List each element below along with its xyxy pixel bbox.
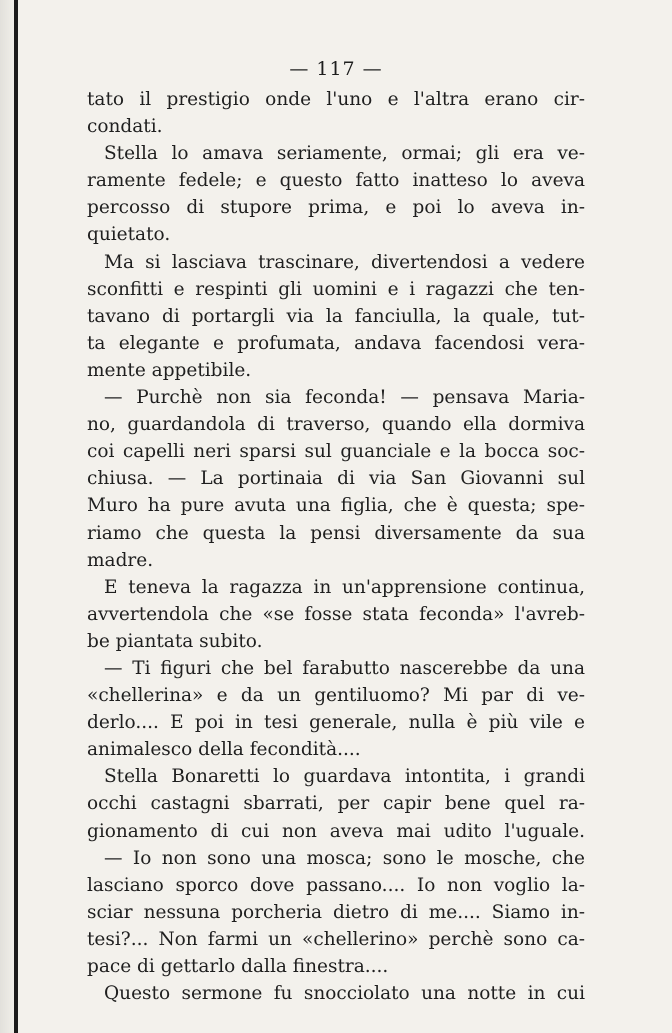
text-line: quietato. — [87, 224, 171, 246]
text-line: avvertendola che «se fosse stata feconda» l'avreb- — [87, 603, 585, 625]
text-line: — Io non sono una mosca; sono le mosche, che — [104, 847, 585, 869]
text-line: madre. — [87, 549, 154, 571]
text-line: tesi?... Non farmi un «chellerino» perchè sono ca- — [87, 928, 585, 950]
text-line: chiusa. — La portinaia di via San Giovanni sul — [87, 468, 585, 490]
text-line: pace di gettarlo dalla finestra.... — [87, 956, 389, 977]
text-line: Ma si lasciava trascinare, divertendosi a vedere — [104, 251, 585, 273]
text-line: tato il prestigio onde l'uno e l'altra erano cir- — [87, 89, 585, 110]
page-gutter-shadow — [0, 0, 14, 1033]
text-line: ramente fedele; e questo fatto inatteso lo aveva — [87, 170, 585, 192]
text-line: occhi castagni sbarrati, per capir bene quel ra- — [87, 793, 585, 815]
text-line: coi capelli neri sparsi sul guanciale e la bocca soc- — [87, 441, 585, 463]
text-line: ta elegante e profumata, andava facendosi vera- — [87, 332, 585, 354]
text-line: Muro ha pure avuta una figlia, che è questa; spe- — [87, 495, 585, 517]
text-line: — Ti figuri che bel farabutto nascerebbe da una — [104, 657, 585, 679]
text-line: percosso di stupore prima, e poi lo aveva in- — [87, 197, 585, 219]
text-line: E teneva la ragazza in un'apprensione continua, — [104, 576, 585, 598]
body-text — [87, 86, 585, 1007]
page-binding-edge — [14, 0, 18, 1033]
text-line: riamo che questa la pensi diversamente da sua — [87, 522, 585, 544]
page-number: — 117 — — [289, 58, 383, 80]
text-line: lasciano sporco dove passano.... Io non voglio la- — [87, 874, 585, 896]
text-line: gionamento di cui non aveva mai udito l'uguale. — [87, 820, 585, 842]
text-line: sconfitti e respinti gli uomini e i ragazzi che ten- — [87, 278, 585, 300]
text-line: Stella Bonaretti lo guardava intontita, i grandi — [104, 766, 585, 788]
text-line: Stella lo amava seriamente, ormai; gli era ve- — [104, 143, 585, 165]
text-line: mente appetibile. — [87, 359, 252, 381]
text-line: no, guardandola di traverso, quando ella dormiva — [87, 414, 585, 436]
text-line: be piantata subito. — [87, 630, 263, 652]
text-line: — Purchè non sia feconda! — pensava Maria- — [104, 387, 585, 409]
text-line: condati. — [87, 116, 163, 138]
text-line: derlo.... E poi in tesi generale, nulla è più vile e — [87, 712, 585, 734]
text-line: tavano di portargli via la fanciulla, la quale, tut- — [87, 305, 585, 327]
text-line: «chellerina» e da un gentiluomo? Mi par di ve- — [87, 685, 585, 707]
text-line: Questo sermone fu snocciolato una notte in cui — [104, 983, 585, 1005]
text-line: animalesco della fecondità.... — [87, 739, 361, 761]
text-line: sciar nessuna porcheria dietro di me.... Siamo in- — [87, 901, 585, 923]
